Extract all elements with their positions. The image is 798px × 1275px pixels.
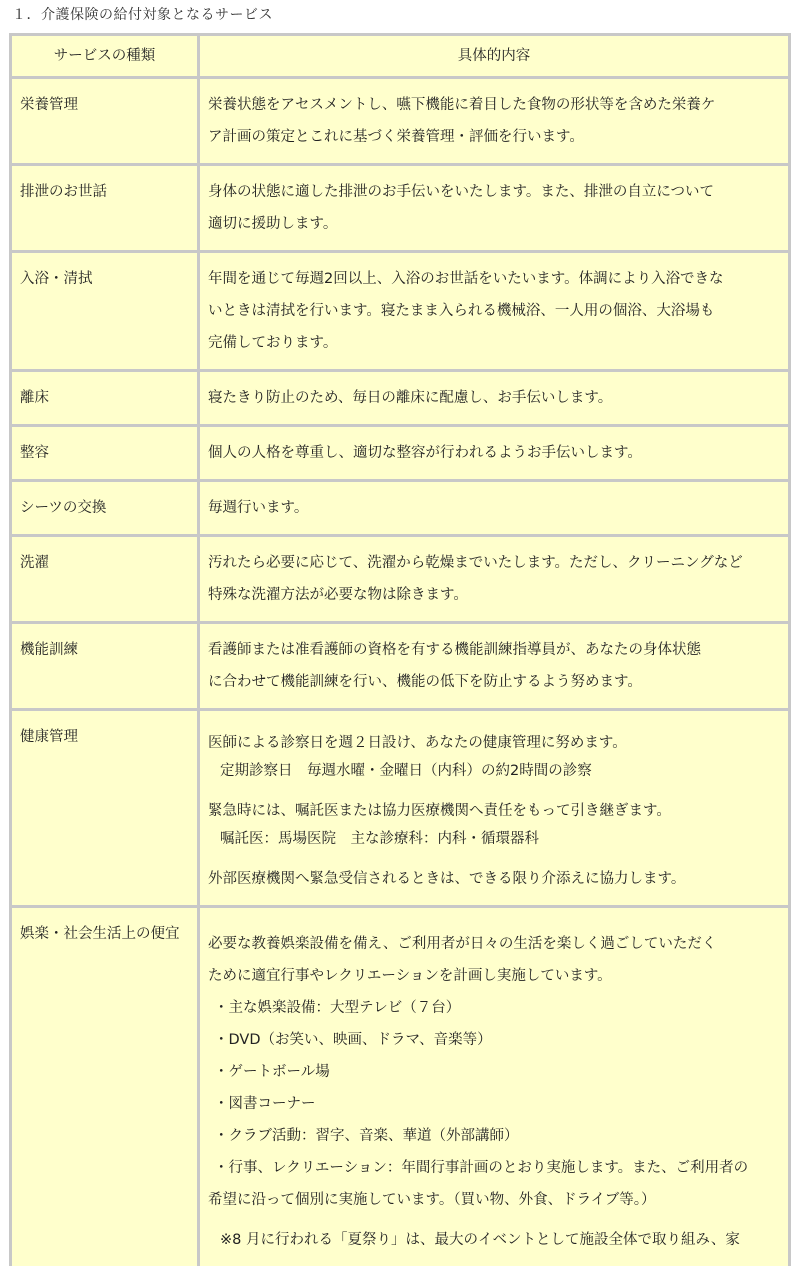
detail-note: ※8 月に行われる「夏祭り」は、最大のイベントとして施設全体で取り組み、家 — [220, 1232, 740, 1248]
detail-line: 定期診察日 毎週水曜・金曜日（内科）の約2時間の診察 — [220, 763, 592, 779]
table-row-entertainment — [11, 907, 790, 1267]
service-detail-cell — [199, 371, 790, 426]
service-rows — [11, 78, 790, 710]
facility-list-item: ・クラブ活動：習字、音楽、華道（外部講師） — [214, 1128, 519, 1144]
services-table — [9, 33, 791, 1266]
detail-line: 完備しております。 — [208, 335, 338, 351]
service-type-cell: 入浴・清拭 — [11, 252, 199, 371]
table-row — [11, 78, 790, 165]
detail-line: 看護師または准看護師の資格を有する機能訓練指導員が、あなたの身体状態 — [208, 642, 701, 658]
service-detail-cell — [199, 78, 790, 165]
detail-line: 寝たきり防止のため、毎日の離床に配慮し、お手伝いします。 — [208, 390, 613, 406]
table-row — [11, 371, 790, 426]
facility-list-item: ・主な娯楽設備：大型テレビ（７台） — [214, 1000, 461, 1016]
service-detail-cell — [199, 623, 790, 710]
detail-line: 希望に沿って個別に実施しています。（買い物、外食、ドライブ等。） — [208, 1192, 656, 1208]
table-row — [11, 536, 790, 623]
table-row-health — [11, 710, 790, 907]
facility-list-item: ・DVD（お笑い、映画、ドラマ、音楽等） — [214, 1032, 492, 1048]
service-type-cell: 整容 — [11, 426, 199, 481]
service-type-cell: 排泄のお世話 — [11, 165, 199, 252]
service-type-cell: 娯楽・社会生活上の便宜 — [11, 907, 199, 1267]
detail-line: 個人の人格を尊重し、適切な整容が行われるようお手伝いします。 — [208, 445, 642, 461]
table-row — [11, 426, 790, 481]
service-detail-cell — [199, 426, 790, 481]
detail-line: ために適宜行事やレクリエーションを計画し実施しています。 — [208, 968, 612, 984]
facility-list — [208, 992, 774, 1184]
service-type-cell: 機能訓練 — [11, 623, 199, 710]
detail-line: 毎週行います。 — [208, 500, 309, 516]
table-row — [11, 623, 790, 710]
section-heading: １．介護保険の給付対象となるサービス — [12, 7, 273, 23]
detail-line: 汚れたら必要に応じて、洗濯から乾燥までいたします。ただし、クリーニングなど — [208, 555, 743, 571]
column-header-detail: 具体的内容 — [199, 35, 790, 78]
facility-list-item: ・図書コーナー — [214, 1096, 316, 1112]
service-detail-cell — [199, 252, 790, 371]
service-type-cell: 離床 — [11, 371, 199, 426]
detail-line: 外部医療機関へ緊急受信されるときは、できる限り介添えに協力します。 — [208, 871, 686, 887]
detail-line: 緊急時には、嘱託医または協力医療機関へ責任をもって引き継ぎます。 — [208, 803, 671, 819]
detail-line: 医師による診察日を週２日設け、あなたの健康管理に努めます。 — [208, 735, 627, 751]
detail-line: 嘱託医：馬場医院 主な診療科：内科・循環器科 — [220, 831, 539, 847]
detail-line: いときは清拭を行います。寝たまま入られる機械浴、一人用の個浴、大浴場も — [208, 303, 715, 319]
table-row — [11, 481, 790, 536]
column-header-type: サービスの種類 — [11, 35, 199, 78]
detail-line: ア計画の策定とこれに基づく栄養管理・評価を行います。 — [208, 129, 584, 145]
facility-list-item: ・行事、レクリエーション：年間行事計画のとおり実施します。また、ご利用者の — [214, 1160, 749, 1176]
service-type-cell: 栄養管理 — [11, 78, 199, 165]
detail-line: に合わせて機能訓練を行い、機能の低下を防止するよう努めます。 — [208, 674, 642, 690]
service-type-cell: 洗濯 — [11, 536, 199, 623]
facility-list-item: ・ゲートボール場 — [214, 1064, 330, 1080]
service-detail-cell — [199, 536, 790, 623]
service-detail-cell — [199, 907, 790, 1267]
service-type-cell: シーツの交換 — [11, 481, 199, 536]
detail-line: 必要な教養娯楽設備を備え、ご利用者が日々の生活を楽しく過ごしていただく — [208, 936, 717, 952]
table-header-row — [11, 35, 790, 78]
table-row — [11, 252, 790, 371]
service-detail-cell — [199, 165, 790, 252]
detail-line: 年間を通じて毎週2回以上、入浴のお世話をいたいます。体調により入浴できな — [208, 271, 724, 287]
detail-line: 適切に援助します。 — [208, 216, 338, 232]
service-type-cell: 健康管理 — [11, 710, 199, 907]
detail-line: 身体の状態に適した排泄のお手伝いをいたします。また、排泄の自立について — [208, 184, 715, 200]
table-row — [11, 165, 790, 252]
detail-line: 特殊な洗濯方法が必要な物は除きます。 — [208, 587, 468, 603]
service-detail-cell — [199, 710, 790, 907]
detail-line: 栄養状態をアセスメントし、嚥下機能に着目した食物の形状等を含めた栄養ケ — [208, 97, 716, 113]
service-detail-cell — [199, 481, 790, 536]
